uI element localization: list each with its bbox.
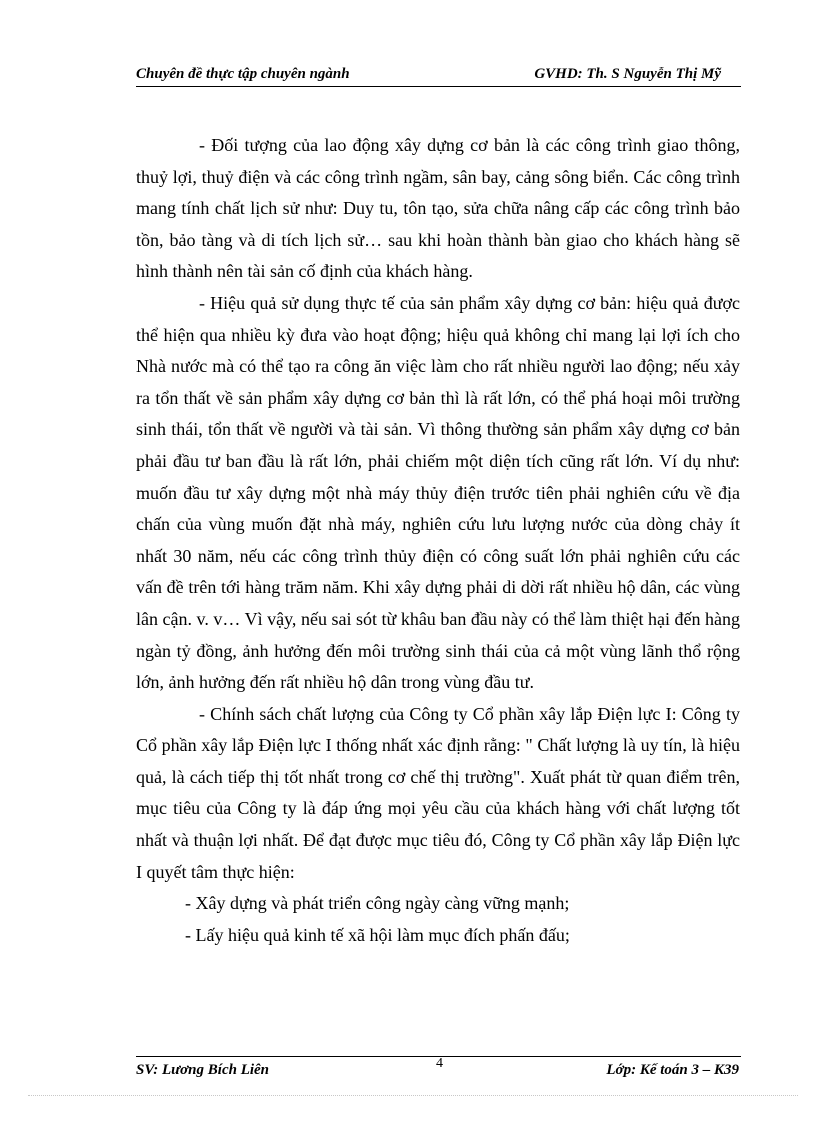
- page-footer: [136, 1056, 741, 1084]
- paragraph-quality-policy: - Chính sách chất lượng của Công ty Cổ phần xây lắp Điện lực I: Công ty Cổ phần xây lắp Điện lực I thống nhất xác định rằng: " Chất lượng là uy tín, là hiệu quả, là cách tiếp thị tốt nhất trong cơ chế thị trường". Xuất phát từ quan điểm trên, mục tiêu của Công ty là đáp ứng mọi yêu cầu của khách hàng với chất lượng tốt nhất và thuận lợi nhất. Để đạt được mục tiêu đó, Công ty Cổ phần xây lắp Điện lực I quyết tâm thực hiện:: [136, 703, 740, 882]
- footer-class: Lớp: Kế toán 3 – K39: [606, 1062, 739, 1078]
- list-item: - Lấy hiệu quả kinh tế xã hội làm mục đích phấn đấu;: [185, 924, 570, 945]
- list-item: - Xây dựng và phát triển công ngày càng vững mạnh;: [185, 893, 570, 914]
- page-number: 4: [436, 1056, 443, 1071]
- paragraph-effectiveness: - Hiệu quả sử dụng thực tế của sản phẩm xây dựng cơ bản: hiệu quả được thể hiện qua nhiều kỳ đưa vào hoạt động; hiệu quả không chỉ mang lại lợi ích cho Nhà nước mà có thể tạo ra công ăn việc làm cho rất nhiều người lao động; nếu xảy ra tổn thất về sản phẩm xây dựng cơ bản thì là rất lớn, có thể phá hoại môi trường sinh thái, tổn thất về người và tài sản. Vì thông thường sản phẩm xây dựng cơ bản phải đầu tư ban đầu là rất lớn, phải chiếm một diện tích cũng rất lớn. Ví dụ như: muốn đầu tư xây dựng một nhà máy thủy điện trước tiên phải nghiên cứu về địa chấn của vùng muốn đặt nhà máy, nghiên cứu lưu lượng nước của dòng chảy ít nhất 30 năm, nếu các công trình thủy điện có công suất lớn phải nghiên cứu các vấn đề trên tới hàng trăm năm. Khi xây dựng phải di dời rất nhiều hộ dân, các vùng lân cận. v. v… Vì vậy, nếu sai sót từ khâu ban đầu này có thể làm thiệt hại đến hàng ngàn tỷ đồng, ảnh hưởng đến môi trường sinh thái của cả một vùng lãnh thổ rộng lớn, ảnh hưởng đến rất nhiều hộ dân trong vùng đầu tư.: [136, 292, 740, 693]
- page-header: [136, 64, 741, 87]
- header-advisor: GVHD: Th. S Nguyễn Thị Mỹ: [534, 66, 721, 82]
- header-report-title: Chuyên đề thực tập chuyên ngành: [136, 66, 350, 82]
- page-boundary-dotted-line: [28, 1095, 798, 1096]
- paragraph-construction-objects: - Đối tượng của lao động xây dựng cơ bản là các công trình giao thông, thuỷ lợi, thuỷ điện và các công trình ngầm, sân bay, cảng sông biển. Các công trình mang tính chất lịch sử như: Duy tu, tôn tạo, sửa chữa nâng cấp các công trình bảo tồn, bảo tàng và di tích lịch sử… sau khi hoàn thành bàn giao cho khách hàng sẽ hình thành nên tài sản cố định của khách hàng.: [136, 135, 740, 282]
- footer-student-name: SV: Lương Bích Liên: [136, 1062, 270, 1078]
- body-text: [136, 130, 740, 951]
